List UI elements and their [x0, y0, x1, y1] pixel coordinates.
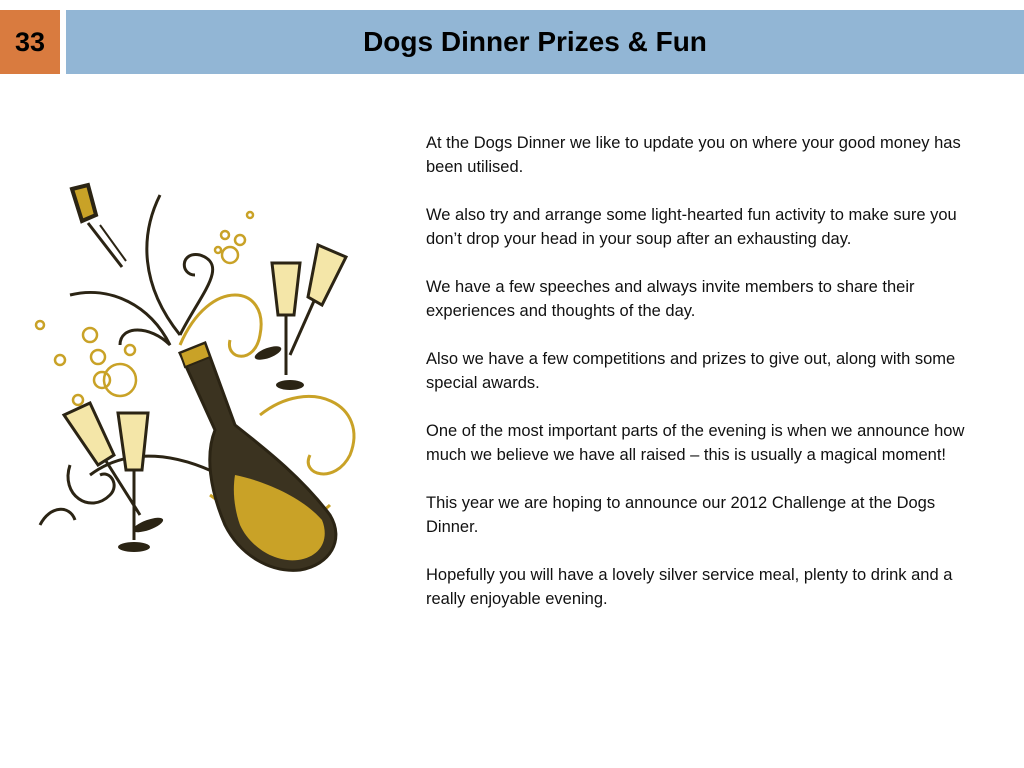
- paragraph: At the Dogs Dinner we like to update you on where your good money has been utilised.: [426, 134, 961, 176]
- champagne-bottle-icon: [180, 343, 336, 570]
- slide-title: Dogs Dinner Prizes & Fun: [363, 26, 707, 57]
- champagne-glass-icon: [272, 263, 304, 390]
- paragraph: We have a few speeches and always invite members to share their experiences and thoughts of the day.: [426, 278, 915, 320]
- slide-number-badge: [0, 10, 60, 74]
- paragraph: Hopefully you will have a lovely silver service meal, plenty to drink and a really enjoyable evening.: [426, 566, 953, 608]
- bubbles: [36, 212, 253, 405]
- paragraph: Also we have a few competitions and prizes to give out, along with some special awards.: [426, 350, 956, 392]
- champagne-celebration-icon: [30, 175, 380, 575]
- paragraph: This year we are hoping to announce our 2012 Challenge at the Dogs Dinner.: [426, 494, 936, 536]
- body-text: [426, 131, 976, 635]
- champagne-glass-icon: [118, 413, 150, 552]
- paragraph: We also try and arrange some light-hearted fun activity to make sure you don’t drop your head in your soup after an exhausting day.: [426, 206, 957, 248]
- cork-icon: [72, 185, 126, 267]
- champagne-glass-icon: [64, 403, 165, 535]
- paragraph: One of the most important parts of the evening is when we announce how much we believe we have all raised – this is usually a magical moment!: [426, 422, 965, 464]
- title-bar: [66, 10, 1024, 74]
- slide-number: 33: [14, 26, 46, 57]
